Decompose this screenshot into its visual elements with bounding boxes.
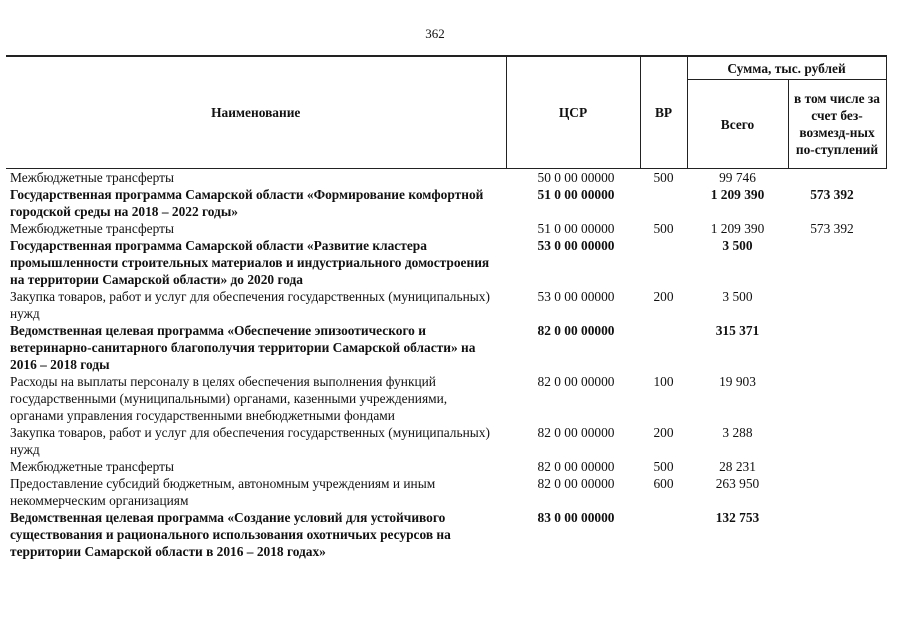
cell-vr: 500: [653, 221, 674, 236]
table-row: [6, 475, 886, 509]
cell-total: 263 950: [715, 476, 760, 491]
cell-total: 19 903: [719, 374, 756, 389]
cell-vr: 600: [653, 476, 674, 491]
cell-vr: 200: [653, 425, 674, 440]
cell-csr: 82 0 00 00000: [537, 476, 615, 491]
header-vr: ВР: [640, 56, 687, 169]
cell-name: Межбюджетные трансферты: [10, 459, 174, 474]
table-row: [6, 288, 886, 322]
page-number: 362: [425, 26, 445, 41]
table-row: [6, 424, 886, 458]
cell-vr: 500: [653, 170, 674, 185]
cell-vr: [640, 509, 687, 560]
cell-name: Ведомственная целевая программа «Создание условий для устойчивого существования и рационального использования охотничьих ресурсов на территории Самарской области в 2016 – 2018 годах»: [10, 510, 451, 559]
cell-grants: 573 392: [810, 221, 854, 236]
cell-csr: 51 0 00 00000: [537, 221, 615, 236]
cell-name: Государственная программа Самарской области «Развитие кластера промышленности строительных материалов и индустриального домостроения на территории Самарской области» до 2020 года: [10, 238, 490, 287]
cell-csr: 82 0 00 00000: [537, 459, 615, 474]
cell-grants: [788, 424, 886, 458]
cell-name: Межбюджетные трансферты: [10, 170, 174, 185]
cell-csr: 82 0 00 00000: [537, 374, 615, 389]
table-row: [6, 373, 886, 424]
cell-total: 3 500: [722, 238, 753, 253]
table-row: [6, 509, 886, 560]
header-sum-title: Сумма, тыс. рублей: [687, 56, 886, 80]
table-row: [6, 186, 886, 220]
cell-csr: 51 0 00 00000: [537, 187, 615, 202]
cell-name: Расходы на выплаты персоналу в целях обеспечения выполнения функций государственными (муниципальными) органами, казенными учреждениями, органами управления государственными внебюджетными фондами: [10, 374, 448, 423]
cell-total: 99 746: [719, 170, 756, 185]
table-row: [6, 169, 886, 187]
header-total: Всего: [687, 80, 788, 169]
cell-name: Предоставление субсидий бюджетным, автономным учреждениям и иным некоммерческим организациям: [10, 476, 436, 508]
cell-total: 315 371: [715, 323, 760, 338]
cell-csr: 53 0 00 00000: [537, 238, 615, 253]
cell-csr: 83 0 00 00000: [537, 510, 615, 525]
cell-vr: 200: [653, 289, 674, 304]
cell-name: Ведомственная целевая программа «Обеспечение эпизоотического и ветеринарно-санитарного благополучия территории Самарской области» на 2016 – 2018 годы: [10, 323, 476, 372]
cell-vr: [640, 186, 687, 220]
cell-grants: [788, 475, 886, 509]
cell-csr: 50 0 00 00000: [537, 170, 615, 185]
table-body: [6, 169, 886, 561]
cell-total: 3 500: [722, 289, 753, 304]
budget-table-container: [6, 55, 886, 560]
cell-csr: 82 0 00 00000: [537, 323, 615, 338]
cell-total: 3 288: [722, 425, 753, 440]
cell-grants: [788, 237, 886, 288]
cell-grants: 573 392: [810, 187, 854, 202]
cell-vr: 100: [653, 374, 674, 389]
cell-grants: [788, 509, 886, 560]
cell-total: 132 753: [715, 510, 760, 525]
cell-grants: [788, 288, 886, 322]
cell-grants: [788, 322, 886, 373]
cell-name: Закупка товаров, работ и услуг для обеспечения государственных (муниципальных) нужд: [10, 425, 490, 457]
cell-grants: [788, 169, 886, 187]
cell-name: Межбюджетные трансферты: [10, 221, 174, 236]
header-csr: ЦСР: [506, 56, 640, 169]
table-row: [6, 220, 886, 237]
cell-total: 1 209 390: [710, 221, 765, 236]
cell-grants: [788, 373, 886, 424]
budget-table: [6, 55, 887, 560]
table-row: [6, 237, 886, 288]
header-name: Наименование: [6, 56, 506, 169]
cell-vr: [640, 322, 687, 373]
header-grants: в том числе за счет без-возмезд-ных по-ступлений: [788, 80, 886, 169]
table-row: [6, 322, 886, 373]
cell-grants: [788, 458, 886, 475]
cell-name: Закупка товаров, работ и услуг для обеспечения государственных (муниципальных) нужд: [10, 289, 490, 321]
cell-total: 1 209 390: [710, 187, 765, 202]
cell-csr: 53 0 00 00000: [537, 289, 615, 304]
cell-csr: 82 0 00 00000: [537, 425, 615, 440]
cell-vr: [640, 237, 687, 288]
cell-total: 28 231: [719, 459, 756, 474]
cell-vr: 500: [653, 459, 674, 474]
table-row: [6, 458, 886, 475]
cell-name: Государственная программа Самарской области «Формирование комфортной городской среды на 2018 – 2022 годы»: [10, 187, 484, 219]
